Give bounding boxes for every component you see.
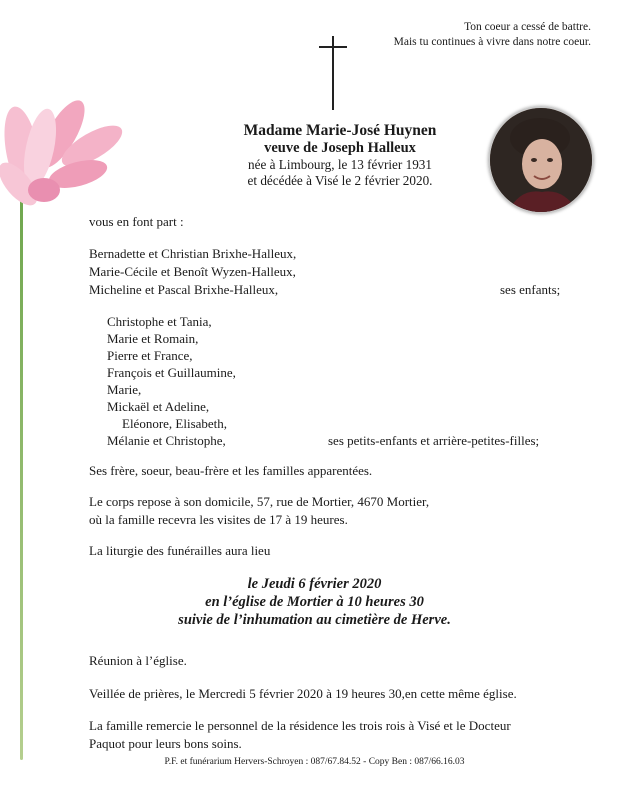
child-line: Bernadette et Christian Brixhe-Halleux, [89, 246, 297, 261]
grandchild-line: Eléonore, Elisabeth, [122, 416, 228, 431]
reunion-text: Réunion à l’église. [89, 653, 187, 668]
grandchild-line: Christophe et Tania, [107, 314, 212, 329]
grandchild-line: Mickaël et Adeline, [107, 399, 210, 414]
child-line: Marie-Cécile et Benoît Wyzen-Halleux, [89, 264, 296, 279]
grandchildren-label: ses petits-enfants et arrière-petites-filles; [328, 433, 540, 448]
birth-info: née à Limbourg, le 13 février 1931 [248, 157, 432, 172]
grandchild-line: Mélanie et Christophe, [107, 433, 226, 448]
epigraph-line-2: Mais tu continues à vivre dans notre coeur. [393, 36, 591, 48]
rest-line-1: Le corps repose à son domicile, 57, rue de Mortier, 4670 Mortier, [89, 494, 430, 509]
lotus-stem [20, 190, 23, 760]
thanks-line-2: Paquot pour leurs bons soins. [89, 736, 242, 751]
deceased-header [190, 122, 490, 189]
epigraph-line-1: Ton coeur a cessé de battre. [464, 21, 591, 33]
child-line: Micheline et Pascal Brixhe-Halleux, [89, 282, 279, 297]
portrait-photo [488, 106, 594, 214]
thanks-line-1: La famille remercie le personnel de la résidence les trois rois à Visé et le Docteur [89, 718, 511, 733]
ceremony-burial: suivie de l’inhumation au cimetière de Herve. [178, 612, 451, 628]
ceremony-place: en l’église de Mortier à 10 heures 30 [205, 594, 424, 610]
children-label: ses enfants; [500, 282, 561, 297]
intro-text: vous en font part : [89, 214, 184, 229]
family-text: Ses frère, soeur, beau-frère et les familles apparentées. [89, 463, 373, 478]
vigil-text: Veillée de prières, le Mercredi 5 février 2020 à 19 heures 30,en cette même église. [89, 686, 517, 701]
grandchild-line: Pierre et France, [107, 348, 193, 363]
death-info: et décédée à Visé le 2 février 2020. [247, 173, 433, 188]
liturgy-intro: La liturgie des funérailles aura lieu [89, 543, 271, 558]
lotus-flower-icon [0, 88, 130, 218]
grandchild-line: Marie, [107, 382, 142, 397]
widow-of: veuve de Joseph Halleux [264, 140, 416, 156]
deceased-name: Madame Marie-José Huynen [243, 122, 437, 139]
ceremony-date: le Jeudi 6 février 2020 [247, 576, 382, 592]
rest-line-2: où la famille recevra les visites de 17 à 19 heures. [89, 512, 348, 527]
footer-contact: P.F. et funérarium Hervers-Schroyen : 087/67.84.52 - Copy Ben : 087/66.16.03 [164, 757, 465, 767]
grandchild-line: François et Guillaumine, [107, 365, 236, 380]
epigraph [394, 20, 591, 50]
grandchild-line: Marie et Romain, [107, 331, 199, 346]
